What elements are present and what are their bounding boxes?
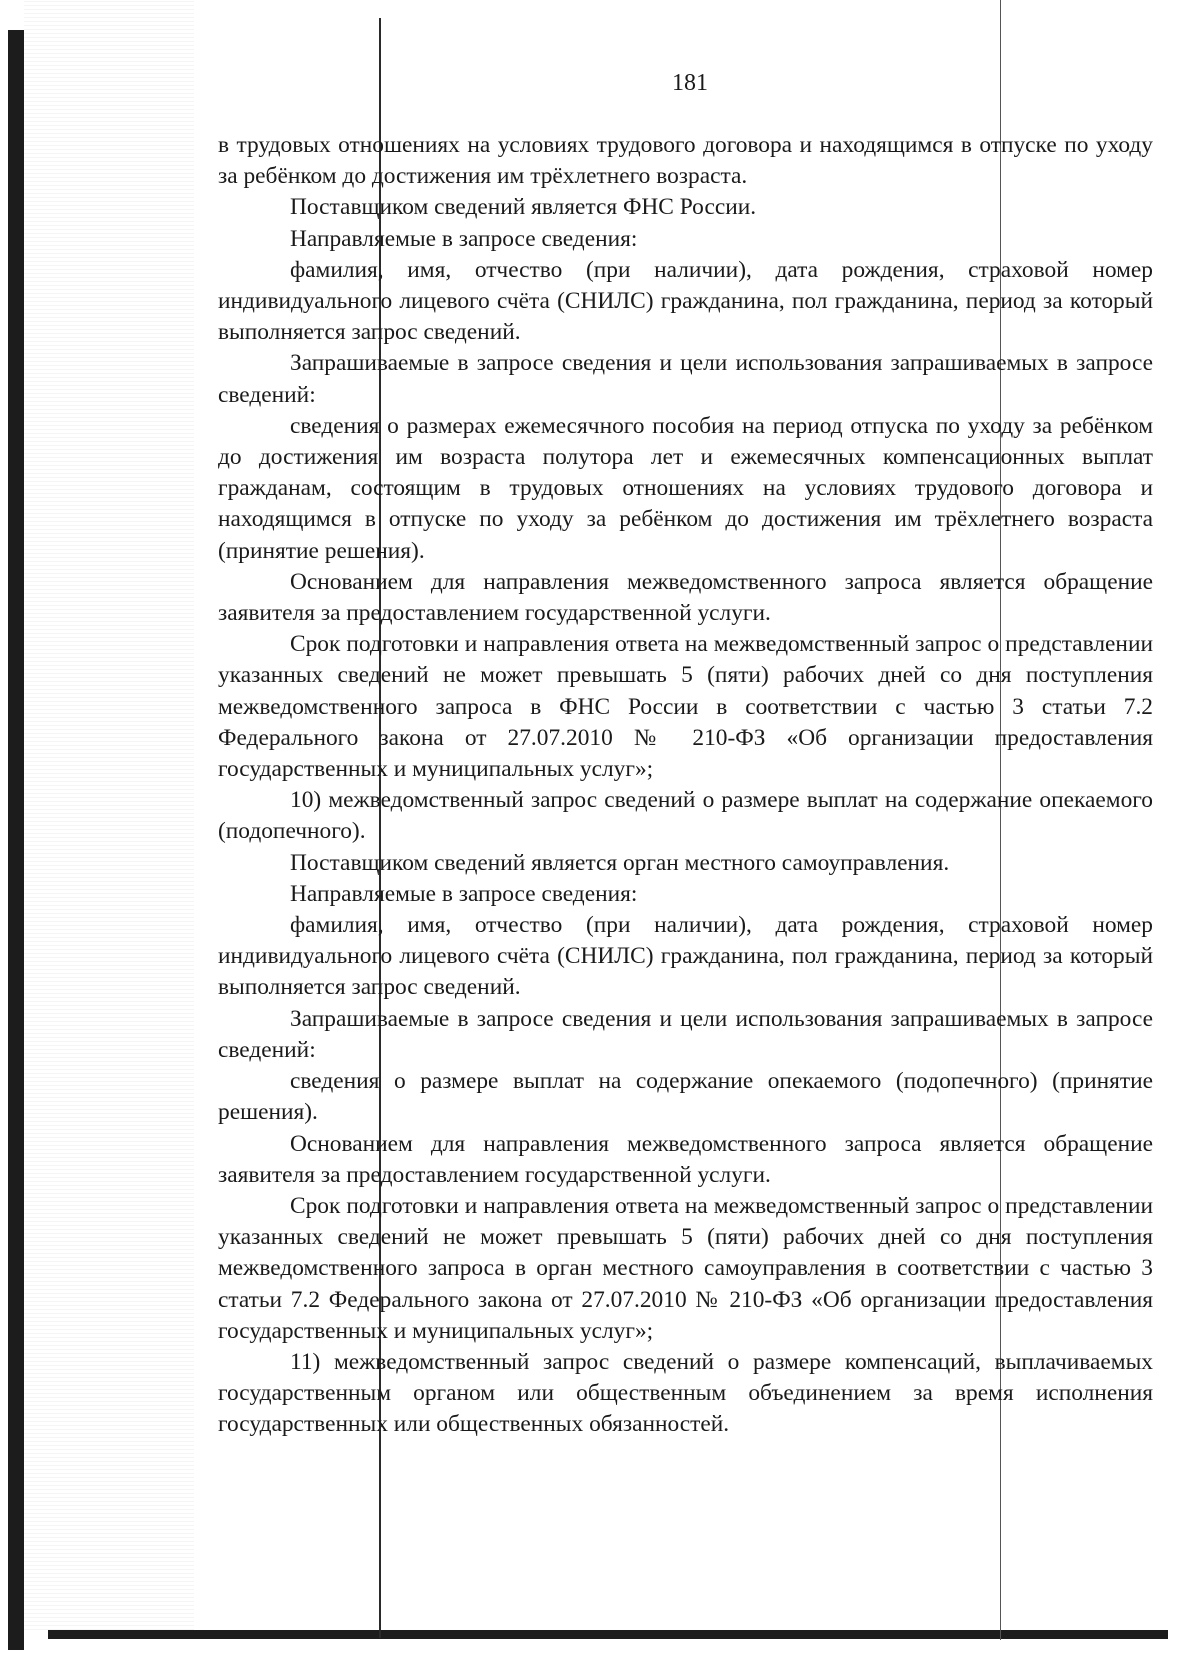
paragraph: фамилия, имя, отчество (при наличии), дата рождения, страховой номер индивидуального лицевого счёта (СНИЛС) гражданина, пол гражданина, период за который выполняется запрос сведений.	[218, 256, 1153, 346]
paragraph: фамилия, имя, отчество (при наличии), дата рождения, страховой номер индивидуального лицевого счёта (СНИЛС) гражданина, пол гражданина, период за который выполняется запрос сведений.	[218, 912, 1153, 1001]
list-item: 11) межведомственный запрос сведений о размере компенсаций, выплачиваемых государственным органом или общественным объединением за время исполнения государственных или общественных обязанностей.	[218, 1348, 1153, 1438]
page-number: 181	[672, 70, 708, 96]
paragraph: Запрашиваемые в запросе сведения и цели использования запрашиваемых в запросе сведений:	[218, 1005, 1153, 1063]
paragraph: Запрашиваемые в запросе сведения и цели использования запрашиваемых в запросе сведений:	[218, 350, 1153, 408]
paragraph: Поставщиком сведений является ФНС России.	[290, 194, 757, 221]
list-item: 10) межведомственный запрос сведений о размере выплат на содержание опекаемого (подопечного).	[218, 787, 1153, 845]
scan-grain	[24, 0, 194, 1630]
paragraph: Основанием для направления межведомственного запроса является обращение заявителя за предоставлением государственной услуги.	[218, 1130, 1153, 1188]
paragraph: Направляемые в запросе сведения:	[290, 225, 638, 252]
paragraph: в трудовых отношениях на условиях трудового договора и находящимся в отпуске по уходу за ребёнком до достижения им трёхлетнего возраста.	[218, 132, 1153, 190]
scan-edge-left	[8, 30, 24, 1650]
document-body	[218, 130, 1153, 1441]
paragraph: Срок подготовки и направления ответа на межведомственный запрос о представлении указанных сведений не может превышать 5 (пяти) рабочих дней со дня поступления межведомственного запроса в орган местного самоуправления в соответствии с частью 3 статьи 7.2 Федерального закона от 27.07.2010 № 210-ФЗ «Об организации предоставления государственных и муниципальных услуг»;	[218, 1192, 1153, 1344]
paragraph: Поставщиком сведений является орган местного самоуправления.	[290, 849, 950, 876]
paragraph: Основанием для направления межведомственного запроса является обращение заявителя за предоставлением государственной услуги.	[218, 568, 1153, 627]
paragraph: Срок подготовки и направления ответа на межведомственный запрос о представлении указанных сведений не может превышать 5 (пяти) рабочих дней со дня поступления межведомственного запроса в ФНС России в соответствии с частью 3 статьи 7.2 Федерального закона от 27.07.2010 № 210-ФЗ «Об организации предоставления государственных и муниципальных услуг»;	[218, 631, 1153, 783]
paragraph: Направляемые в запросе сведения:	[290, 880, 638, 907]
paragraph: сведения о размерах ежемесячного пособия на период отпуска по уходу за ребёнком до достижения им возраста полутора лет и ежемесячных компенсационных выплат гражданам, состоящим в трудовых отношениях на условиях трудового договора и находящимся в отпуске по уходу за ребёнком до достижения им трёхлетнего возраста (принятие решения).	[218, 412, 1153, 564]
paragraph: сведения о размере выплат на содержание опекаемого (подопечного) (принятие решения).	[218, 1068, 1153, 1126]
